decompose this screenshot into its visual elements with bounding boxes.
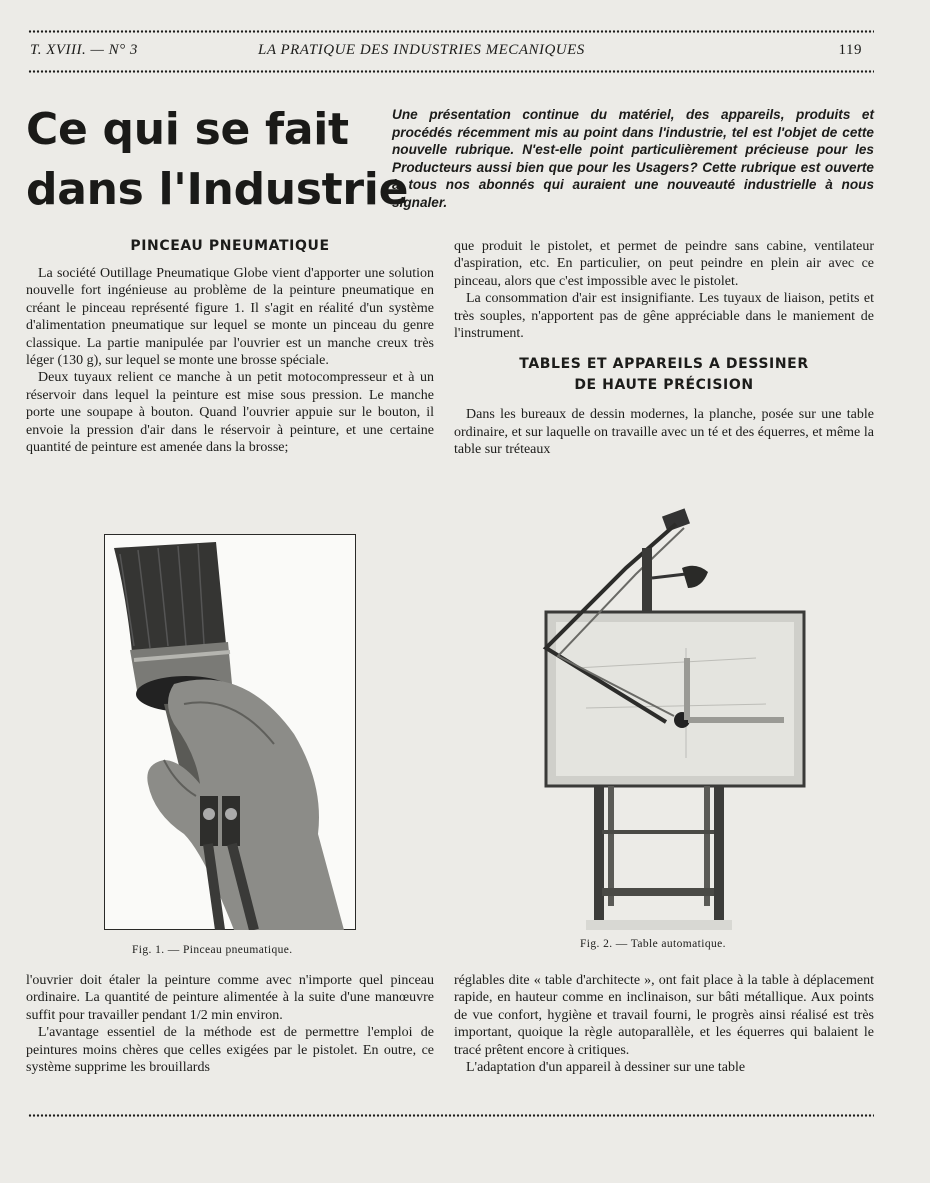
title-line-2: dans l'Industrie <box>26 164 409 215</box>
section-heading-tables <box>454 354 874 396</box>
running-head <box>30 42 874 64</box>
top-dotted-rule <box>28 30 874 33</box>
figure-1-photo <box>104 534 356 930</box>
figure-1-caption: Fig. 1. — Pinceau pneumatique. <box>132 944 293 956</box>
header-dotted-rule <box>28 70 874 73</box>
left-column-top <box>26 236 434 456</box>
footer-dotted-rule <box>28 1114 874 1117</box>
heading-line: DE HAUTE PRÉCISION <box>574 377 754 394</box>
journal-title: LA PRATIQUE DES INDUSTRIES MECANIQUES <box>258 42 585 58</box>
heading-line: TABLES ET APPAREILS A DESSINER <box>519 356 809 373</box>
intro-text: Une présentation continue du matériel, des appareils, produits et procédés récemment mis au point dans l'industrie, tel est l'objet de cette nouvelle rubrique. N'est-elle point particulièrement précieuse pour les Producteurs aussi bien que pour les Usagers? Cette rubrique est ouverte à tous nos abonnés qui auraient une nouveauté industrielle à nous signaler. <box>392 107 874 210</box>
figure-2-caption: Fig. 2. — Table automatique. <box>580 938 726 950</box>
paragraph: La consommation d'air est insignifiante. Les tuyaux de liaison, petits et très souples, n'apportent pas de gêne appréciable dans le maniement de l'instrument. <box>454 291 874 342</box>
paragraph: La société Outillage Pneumatique Globe vient d'apporter une solution nouvelle fort ingénieuse au problème de la peinture pneumatique en créant le pinceau représenté figure 1. Il s'agit en réalité d'un système d'alimentation pneumatique sur lequel se monte un pinceau du genre classique. La partie manipulée par l'ouvrier est un manche creux très léger (130 g), sur lequel se monte une brosse spéciale. <box>26 266 434 369</box>
volume-number: T. XVIII. — N° 3 <box>30 42 138 58</box>
paragraph: L'adaptation d'un appareil à dessiner sur une table <box>466 1060 746 1076</box>
figure-2-photo <box>516 508 816 932</box>
title-line-1: Ce qui se fait <box>26 104 349 155</box>
paragraph: Dans les bureaux de dessin modernes, la planche, posée sur une table ordinaire, et sur laquelle on travaille avec un té et des équerres, et même la table sur tréteaux <box>454 407 874 458</box>
paragraph: réglables dite « table d'architecte », ont fait place à la table à déplacement rapide, en hauteur comme en inclinaison, sur bâti métallique. Aux points de vue confort, hygiène et travail fourni, le progrès ainsi réalisé est très important, quoique la règle autoparallèle, et les équerres qui balaient le tracé prêtent encore à critiques. <box>454 973 874 1058</box>
paragraph: Deux tuyaux relient ce manche à un petit motocompresseur et à un réservoir dans lequel la peinture est mise sous pression. Le manche porte une soupape à bouton. Quand l'ouvrier appuie sur le bouton, il envoie la pression d'air dans le réservoir à peinture, et une certaine quantité de peinture est amenée dans la brosse; <box>26 370 434 456</box>
paragraph: l'ouvrier doit étaler la peinture comme avec n'importe quel pinceau ordinaire. La quantité de peinture alimentée à la suite d'une manœuvre suffit pour travailler pendant 1/2 min environ. <box>26 973 434 1023</box>
paragraph: L'avantage essentiel de la méthode est de permettre l'emploi de peintures moins chères que celles exigées par le pistolet. En outre, ce système supprime les brouillards <box>26 1025 434 1076</box>
right-column-top <box>454 238 874 459</box>
right-column-bottom <box>454 972 874 1076</box>
pneumatic-brush-illustration <box>104 534 356 930</box>
drafting-table-illustration <box>516 508 816 932</box>
section-heading-pinceau: PINCEAU PNEUMATIQUE <box>130 238 330 254</box>
article-title <box>26 100 409 220</box>
left-column-bottom <box>26 972 434 1076</box>
page-number: 119 <box>838 42 862 58</box>
paragraph: que produit le pistolet, et permet de peindre sans cabine, ventilateur d'aspiration, etc. En particulier, on peut peindre en plein air avec ce pinceau, alors que c'est impossible avec le pistolet. <box>454 239 874 289</box>
